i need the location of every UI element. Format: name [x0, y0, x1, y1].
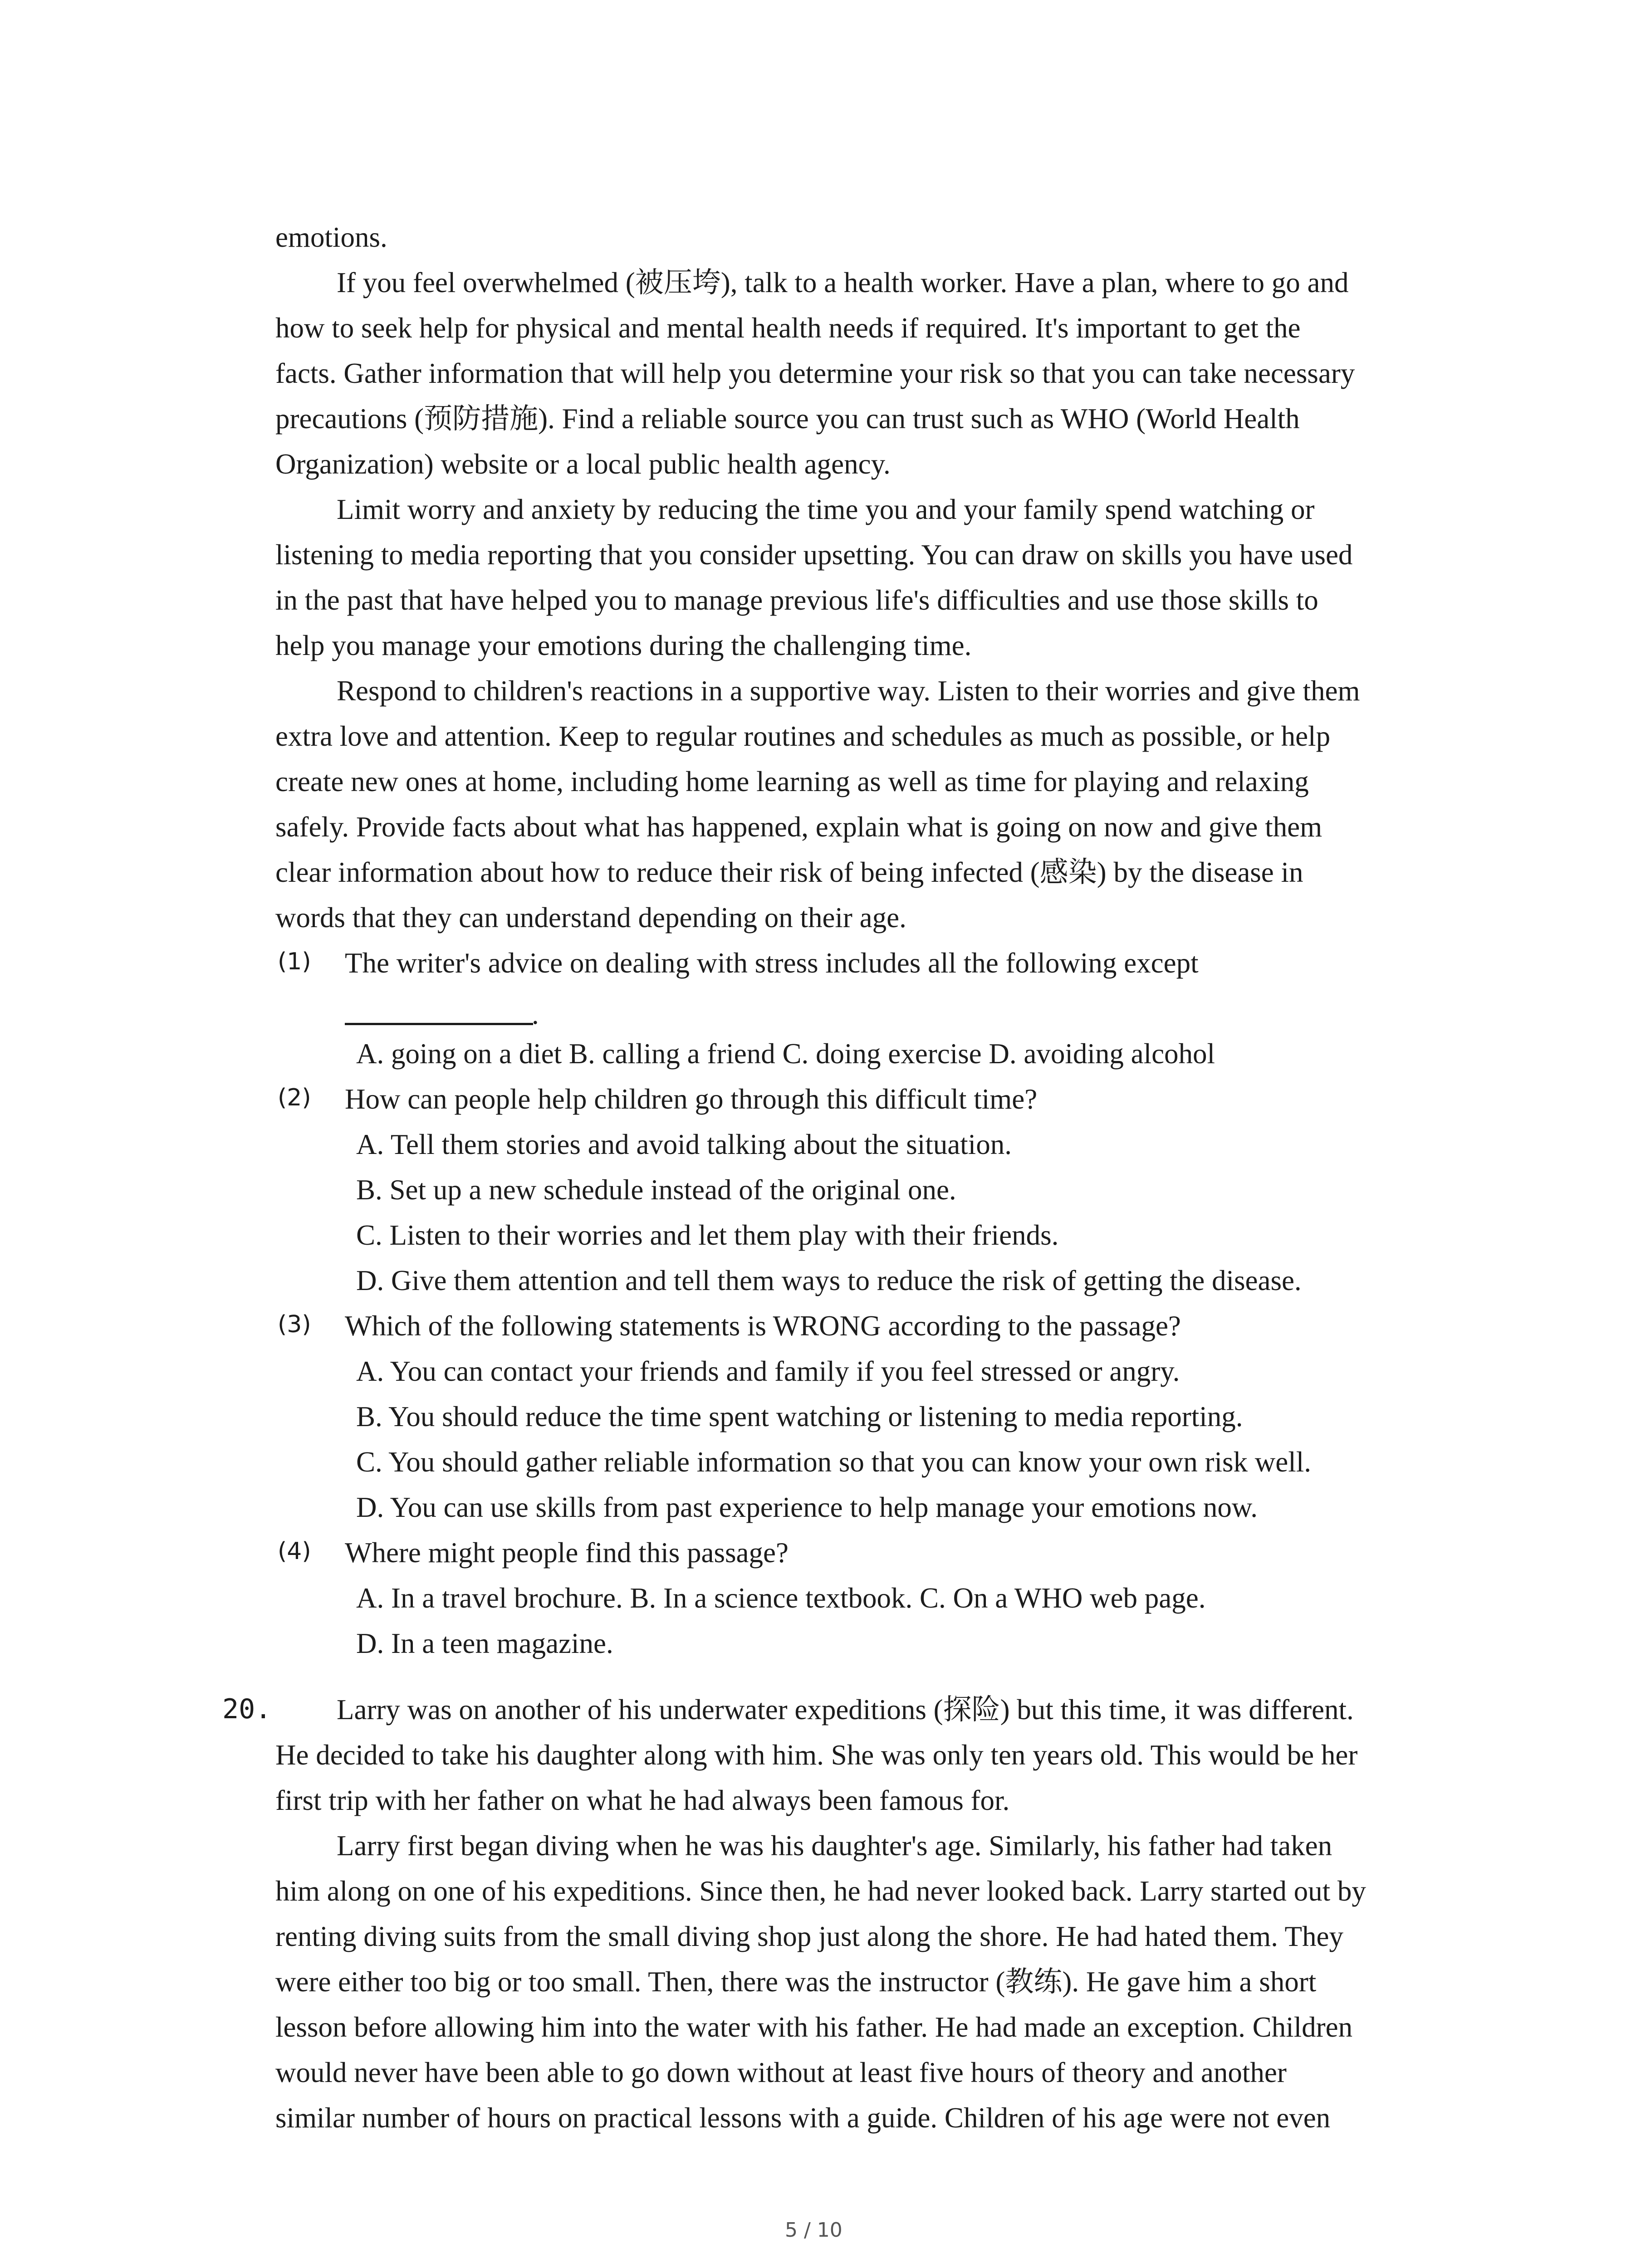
blank-period: . — [532, 998, 539, 1030]
passage-line: him along on one of his expeditions. Since then, he had never looked back. Larry started out by — [275, 1875, 1366, 1907]
passage-line: help you manage your emotions during the challenging time. — [275, 630, 972, 661]
passage-line: Organization) website or a local public health agency. — [275, 448, 891, 480]
passage-line: clear information about how to reduce their risk of being infected (感染) by the disease in — [275, 856, 1303, 888]
passage-line: He decided to take his daughter along with him. She was only ten years old. This would be her — [275, 1739, 1358, 1771]
passage-line: precautions (预防措施). Find a reliable source you can trust such as WHO (World Health — [275, 403, 1300, 435]
question-number: (1) — [278, 948, 311, 975]
section-number: 20. — [222, 1693, 272, 1725]
option-line: D. In a teen magazine. — [356, 1628, 613, 1659]
option-d: D. Give them attention and tell them ways to reduce the risk of getting the disease. — [356, 1265, 1302, 1296]
passage-line: emotions. — [275, 221, 387, 253]
option-c: C. You should gather reliable information so that you can know your own risk well. — [356, 1446, 1311, 1478]
passage-line: lesson before allowing him into the water with his father. He had made an exception. Children — [275, 2011, 1353, 2043]
option-a: A. Tell them stories and avoid talking about the situation. — [356, 1129, 1012, 1160]
option-b: B. You should reduce the time spent watching or listening to media reporting. — [356, 1401, 1243, 1432]
passage-line: words that they can understand depending on their age. — [275, 902, 906, 934]
passage-line: extra love and attention. Keep to regular routines and schedules as much as possible, or help — [275, 720, 1331, 752]
question-stem: How can people help children go through this difficult time? — [345, 1083, 1038, 1115]
passage-line: Larry first began diving when he was his daughter's age. Similarly, his father had taken — [337, 1830, 1332, 1862]
option-d: D. You can use skills from past experience to help manage your emotions now. — [356, 1491, 1258, 1523]
passage-line: If you feel overwhelmed (被压垮), talk to a health worker. Have a plan, where to go and — [337, 267, 1349, 298]
option-line: A. In a travel brochure. B. In a science textbook. C. On a WHO web page. — [356, 1582, 1206, 1614]
passage-line: safely. Provide facts about what has happened, explain what is going on now and give them — [275, 811, 1323, 843]
question-number: (2) — [278, 1084, 311, 1111]
option-c: C. Listen to their worries and let them play with their friends. — [356, 1219, 1059, 1251]
question-number: (3) — [278, 1311, 311, 1338]
answer-blank — [345, 1023, 533, 1025]
passage-line: listening to media reporting that you consider upsetting. You can draw on skills you have used — [275, 539, 1353, 571]
passage-line: facts. Gather information that will help you determine your risk so that you can take necessary — [275, 357, 1355, 389]
option-a: A. You can contact your friends and family if you feel stressed or angry. — [356, 1355, 1180, 1387]
option-line: A. going on a diet B. calling a friend C. doing exercise D. avoiding alcohol — [356, 1038, 1215, 1070]
passage-line: Limit worry and anxiety by reducing the time you and your family spend watching or — [337, 494, 1315, 525]
question-stem: Where might people find this passage? — [345, 1537, 789, 1569]
passage-line: create new ones at home, including home learning as well as time for playing and relaxing — [275, 766, 1309, 797]
passage-line: renting diving suits from the small diving shop just along the shore. He had hated them. They — [275, 1921, 1343, 1952]
passage-line: similar number of hours on practical lessons with a guide. Children of his age were not even — [275, 2102, 1331, 2134]
question-stem: The writer's advice on dealing with stress includes all the following except — [345, 947, 1199, 979]
option-b: B. Set up a new schedule instead of the original one. — [356, 1174, 956, 1206]
passage-line: Larry was on another of his underwater expeditions (探险) but this time, it was different. — [337, 1694, 1354, 1725]
question-number: (4) — [278, 1538, 311, 1565]
question-stem: Which of the following statements is WRONG according to the passage? — [345, 1310, 1181, 1342]
passage-line: were either too big or too small. Then, there was the instructor (教练). He gave him a short — [275, 1966, 1317, 1998]
passage-line: how to seek help for physical and mental health needs if required. It's important to get the — [275, 312, 1301, 344]
passage-line: Respond to children's reactions in a supportive way. Listen to their worries and give them — [337, 675, 1360, 707]
passage-line: would never have been able to go down without at least five hours of theory and another — [275, 2057, 1287, 2088]
page-indicator: 5 / 10 — [785, 2219, 843, 2242]
passage-line: in the past that have helped you to manage previous life's difficulties and use those skills to — [275, 584, 1318, 616]
passage-line: first trip with her father on what he had always been famous for. — [275, 1784, 1010, 1816]
